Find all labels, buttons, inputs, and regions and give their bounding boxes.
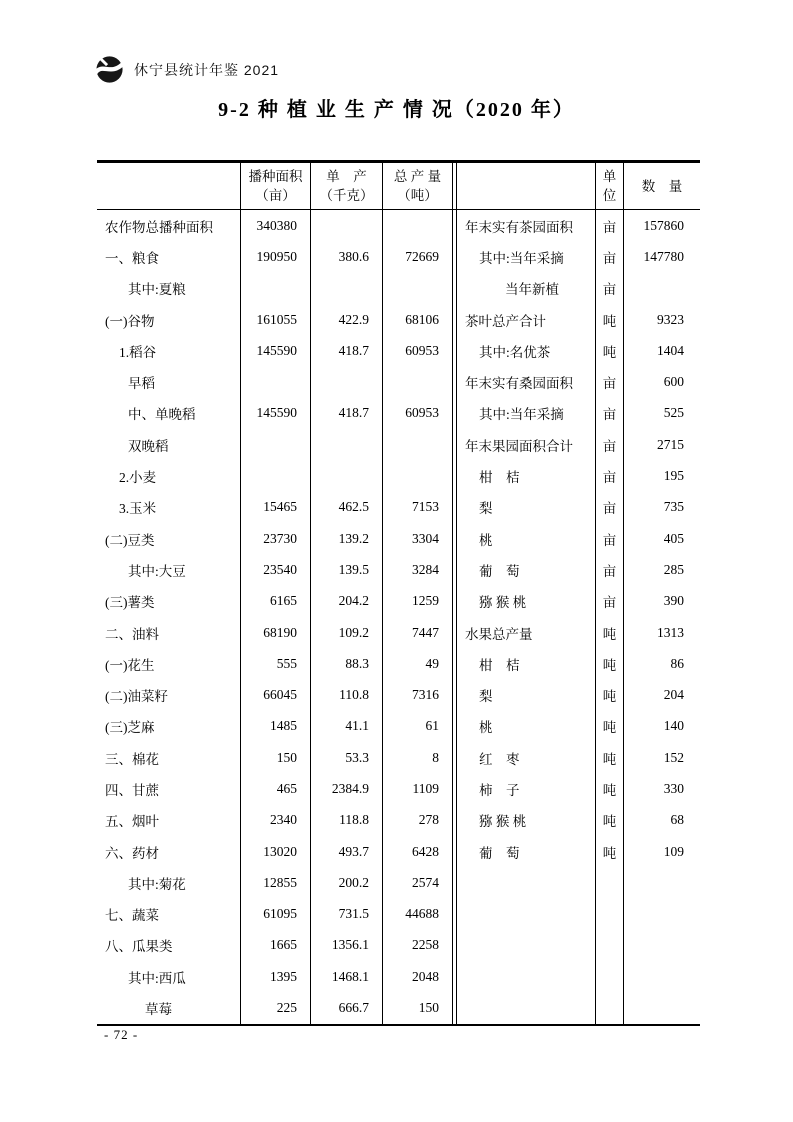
cell-sown-area: 465: [240, 773, 310, 804]
cell-sown-area: 1395: [240, 961, 310, 992]
cell-unit: 亩: [595, 460, 623, 491]
cell-quantity: [623, 961, 700, 992]
header-unit-line2: 位: [602, 188, 617, 203]
header-sown-area-line1: 播种面积: [248, 169, 303, 184]
row-label-right: [457, 867, 595, 898]
cell-quantity: [623, 992, 700, 1023]
row-label-left: 早稻: [128, 376, 155, 392]
cell-unit-yield: [310, 210, 382, 241]
cell-unit: 亩: [595, 554, 623, 585]
cell-total-output: 7447: [382, 617, 452, 648]
cell-sown-area: 23540: [240, 554, 310, 585]
cell-unit-yield: 418.7: [310, 335, 382, 366]
cell-sown-area: 340380: [240, 210, 310, 241]
cell-total-output: [382, 273, 452, 304]
row-label-right: 桃: [479, 720, 493, 736]
cell-unit: 吨: [595, 836, 623, 867]
cell-quantity: 1313: [623, 617, 700, 648]
row-label-left: (三)芝麻: [105, 720, 155, 736]
header-unit-yield: [310, 163, 382, 210]
production-table: [97, 160, 700, 1026]
cell-quantity: 157860: [623, 210, 700, 241]
cell-unit: 吨: [595, 679, 623, 710]
cell-unit: [595, 930, 623, 961]
row-label-right: 当年新植: [505, 282, 559, 298]
cell-unit-yield: 200.2: [310, 867, 382, 898]
cell-quantity: 330: [623, 773, 700, 804]
cell-unit-yield: 2384.9: [310, 773, 382, 804]
cell-quantity: 600: [623, 366, 700, 397]
cell-sown-area: 161055: [240, 304, 310, 335]
row-label-right: 年末实有桑园面积: [465, 376, 573, 392]
cell-sown-area: 61095: [240, 899, 310, 930]
row-label-left: (二)油菜籽: [105, 689, 168, 705]
row-label-left: 五、烟叶: [105, 814, 159, 830]
brand-title: 休宁县统计年鉴 2021: [134, 61, 280, 78]
row-label-left: (二)豆类: [105, 532, 155, 548]
cell-unit: 亩: [595, 429, 623, 460]
cell-sown-area: 1485: [240, 711, 310, 742]
header-unit: [595, 163, 623, 210]
cell-sown-area: 190950: [240, 241, 310, 272]
cell-sown-area: [240, 273, 310, 304]
cell-total-output: 3304: [382, 523, 452, 554]
cell-total-output: 150: [382, 992, 452, 1023]
header-quantity: [623, 163, 700, 210]
row-label-left: (一)花生: [105, 657, 155, 673]
cell-unit: [595, 899, 623, 930]
row-label-right: 年末果园面积合计: [465, 438, 573, 454]
cell-unit-yield: 109.2: [310, 617, 382, 648]
cell-quantity: 285: [623, 554, 700, 585]
cell-total-output: 1259: [382, 586, 452, 617]
row-label-left: 一、粮食: [105, 250, 159, 266]
cell-unit: 吨: [595, 617, 623, 648]
row-label-right: 其中:当年采摘: [479, 407, 564, 423]
cell-unit-yield: 731.5: [310, 899, 382, 930]
cell-unit-yield: 88.3: [310, 648, 382, 679]
cell-unit: 亩: [595, 366, 623, 397]
cell-quantity: [623, 930, 700, 961]
cell-unit-yield: 139.2: [310, 523, 382, 554]
row-label-left: 六、药材: [105, 845, 159, 861]
row-label-left: 其中:菊花: [128, 876, 186, 892]
cell-sown-area: 2340: [240, 805, 310, 836]
cell-unit: 吨: [595, 773, 623, 804]
cell-unit: 吨: [595, 335, 623, 366]
row-label-right: 柑 桔: [479, 657, 520, 673]
cell-unit-yield: 110.8: [310, 679, 382, 710]
cell-unit: 吨: [595, 648, 623, 679]
row-label-left: (三)薯类: [105, 595, 155, 611]
cell-sown-area: 6165: [240, 586, 310, 617]
row-label-left: 其中:大豆: [128, 563, 186, 579]
cell-sown-area: 145590: [240, 335, 310, 366]
header-total-output: [382, 163, 452, 210]
row-label-left: 其中:夏粮: [128, 282, 186, 298]
cell-sown-area: 145590: [240, 398, 310, 429]
cell-total-output: 8: [382, 742, 452, 773]
row-label-left: 三、棉花: [105, 751, 159, 767]
cell-sown-area: [240, 366, 310, 397]
row-label-left: 3.玉米: [119, 501, 157, 517]
row-label-left: 四、甘蔗: [105, 782, 159, 798]
row-label-left: 其中:西瓜: [128, 970, 186, 986]
cell-total-output: 61: [382, 711, 452, 742]
row-label-right: 茶叶总产合计: [465, 313, 546, 329]
row-label-right: 年末实有茶园面积: [465, 219, 573, 235]
cell-unit: 亩: [595, 398, 623, 429]
cell-quantity: [623, 867, 700, 898]
row-label-right: 桃: [479, 532, 493, 548]
cell-sown-area: 68190: [240, 617, 310, 648]
cell-quantity: 525: [623, 398, 700, 429]
cell-total-output: [382, 366, 452, 397]
cell-total-output: 49: [382, 648, 452, 679]
cell-unit-yield: 493.7: [310, 836, 382, 867]
cell-unit: 亩: [595, 492, 623, 523]
cell-sown-area: 23730: [240, 523, 310, 554]
cell-unit-yield: [310, 460, 382, 491]
cell-total-output: 6428: [382, 836, 452, 867]
row-label-left: 农作物总播种面积: [105, 219, 213, 235]
cell-quantity: 405: [623, 523, 700, 554]
cell-unit-yield: 462.5: [310, 492, 382, 523]
cell-quantity: 86: [623, 648, 700, 679]
brand-logo-icon: [94, 54, 125, 85]
row-label-right: 猕 猴 桃: [479, 595, 527, 611]
row-label-right: [457, 961, 595, 992]
row-label-right: 猕 猴 桃: [479, 814, 527, 830]
row-label-right: 柑 桔: [479, 470, 520, 486]
cell-unit-yield: 380.6: [310, 241, 382, 272]
cell-total-output: 72669: [382, 241, 452, 272]
cell-quantity: 140: [623, 711, 700, 742]
row-label-right: 柿 子: [479, 782, 520, 798]
cell-sown-area: 12855: [240, 867, 310, 898]
cell-total-output: 2258: [382, 930, 452, 961]
cell-quantity: 195: [623, 460, 700, 491]
cell-total-output: [382, 460, 452, 491]
cell-unit: [595, 961, 623, 992]
cell-total-output: [382, 429, 452, 460]
row-label-left: 二、油料: [105, 626, 159, 642]
row-label-right: 葡 萄: [479, 563, 520, 579]
cell-quantity: 1404: [623, 335, 700, 366]
cell-unit-yield: [310, 366, 382, 397]
cell-sown-area: 66045: [240, 679, 310, 710]
row-label-left: (一)谷物: [105, 313, 155, 329]
header-row-label-left: [97, 163, 240, 210]
cell-unit-yield: [310, 429, 382, 460]
page-number: - 72 -: [104, 1027, 139, 1042]
cell-quantity: [623, 273, 700, 304]
cell-unit: [595, 867, 623, 898]
cell-quantity: 204: [623, 679, 700, 710]
header-unit-yield-line2: （千克）: [319, 188, 374, 203]
row-label-left: 2.小麦: [119, 470, 157, 486]
cell-quantity: 9323: [623, 304, 700, 335]
cell-unit-yield: 118.8: [310, 805, 382, 836]
row-label-left: 八、瓜果类: [105, 939, 173, 955]
cell-sown-area: 1665: [240, 930, 310, 961]
cell-total-output: 68106: [382, 304, 452, 335]
cell-quantity: [623, 899, 700, 930]
header-sown-area-line2: （亩）: [255, 188, 296, 203]
cell-quantity: 2715: [623, 429, 700, 460]
cell-total-output: 7316: [382, 679, 452, 710]
cell-unit: 亩: [595, 210, 623, 241]
row-label-right: 水果总产量: [465, 626, 533, 642]
cell-unit: 亩: [595, 241, 623, 272]
cell-unit: 吨: [595, 711, 623, 742]
cell-sown-area: 225: [240, 992, 310, 1023]
cell-unit: 亩: [595, 586, 623, 617]
cell-unit-yield: 53.3: [310, 742, 382, 773]
row-label-left: 双晚稻: [128, 438, 169, 454]
cell-unit-yield: 204.2: [310, 586, 382, 617]
row-label-left: 中、单晚稻: [128, 407, 196, 423]
cell-total-output: 2574: [382, 867, 452, 898]
cell-unit-yield: [310, 273, 382, 304]
header-row-label-right: [457, 163, 595, 210]
header-sown-area: [240, 163, 310, 210]
page-title: 9-2 种 植 业 生 产 情 况（2020 年）: [218, 99, 575, 121]
cell-sown-area: 555: [240, 648, 310, 679]
row-label-right: 梨: [479, 501, 493, 517]
cell-sown-area: 13020: [240, 836, 310, 867]
cell-unit-yield: 1468.1: [310, 961, 382, 992]
cell-quantity: 109: [623, 836, 700, 867]
cell-unit-yield: 418.7: [310, 398, 382, 429]
cell-quantity: 147780: [623, 241, 700, 272]
cell-unit-yield: 666.7: [310, 992, 382, 1023]
row-label-left: 七、蔬菜: [105, 908, 159, 924]
cell-unit-yield: 139.5: [310, 554, 382, 585]
cell-sown-area: [240, 460, 310, 491]
cell-unit-yield: 422.9: [310, 304, 382, 335]
header-unit-line1: 单: [602, 169, 617, 184]
header-quantity-label: 数 量: [641, 178, 683, 194]
row-label-right: 红 枣: [479, 751, 520, 767]
cell-unit: 亩: [595, 273, 623, 304]
cell-total-output: 278: [382, 805, 452, 836]
cell-total-output: 60953: [382, 398, 452, 429]
cell-unit: [595, 992, 623, 1023]
row-label-right: 其中:名优茶: [479, 344, 551, 360]
cell-unit-yield: 1356.1: [310, 930, 382, 961]
header-total-output-line1: 总 产 量: [393, 169, 442, 184]
header-unit-yield-line1: 单 产: [326, 169, 367, 184]
row-label-right: 其中:当年采摘: [479, 250, 564, 266]
cell-total-output: 60953: [382, 335, 452, 366]
cell-total-output: 7153: [382, 492, 452, 523]
row-label-right: 葡 萄: [479, 845, 520, 861]
cell-sown-area: [240, 429, 310, 460]
row-label-left: 1.稻谷: [119, 344, 157, 360]
cell-unit: 吨: [595, 304, 623, 335]
row-label-right: [457, 930, 595, 961]
cell-unit: 吨: [595, 742, 623, 773]
cell-quantity: 68: [623, 805, 700, 836]
cell-sown-area: 15465: [240, 492, 310, 523]
row-label-right: [457, 992, 595, 1023]
row-label-left: 草莓: [145, 1002, 172, 1018]
cell-quantity: 735: [623, 492, 700, 523]
cell-total-output: 2048: [382, 961, 452, 992]
cell-total-output: [382, 210, 452, 241]
cell-unit-yield: 41.1: [310, 711, 382, 742]
cell-quantity: 390: [623, 586, 700, 617]
row-label-right: [457, 899, 595, 930]
cell-unit: 亩: [595, 523, 623, 554]
brand-header: [94, 54, 279, 85]
cell-sown-area: 150: [240, 742, 310, 773]
cell-unit: 吨: [595, 805, 623, 836]
cell-quantity: 152: [623, 742, 700, 773]
cell-total-output: 44688: [382, 899, 452, 930]
cell-total-output: 3284: [382, 554, 452, 585]
row-label-right: 梨: [479, 689, 493, 705]
header-total-output-line2: （吨）: [397, 188, 438, 203]
cell-total-output: 1109: [382, 773, 452, 804]
